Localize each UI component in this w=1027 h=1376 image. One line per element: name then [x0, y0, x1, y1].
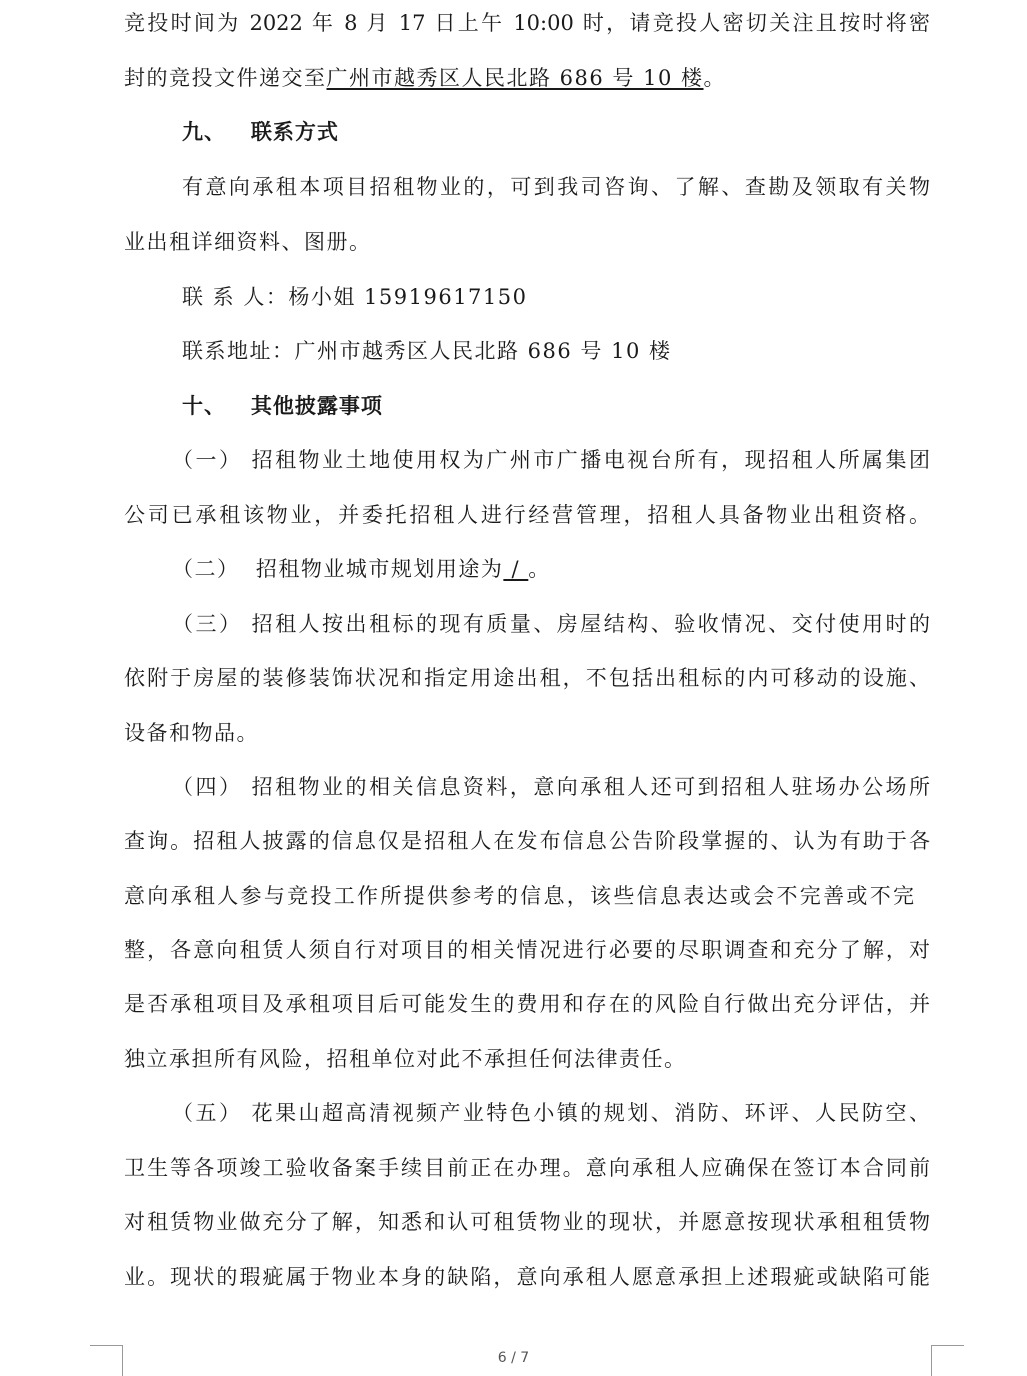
body-line: （四） 招租物业的相关信息资料，意向承租人还可到招租人驻场办公场所 [172, 775, 930, 799]
body-line: 业出租详细资料、图册。 [124, 230, 372, 254]
body-line: 设备和物品。 [124, 721, 259, 745]
body-line: 依附于房屋的装修装饰状况和指定用途出租，不包括出租标的内可移动的设施、 [124, 666, 930, 690]
section-heading-10: 十、 其他披露事项 [182, 394, 383, 418]
body-line: 公司已承租该物业，并委托招租人进行经营管理，招租人具备物业出租资格。 [124, 503, 930, 527]
body-line [172, 555, 978, 583]
underlined-blank: / [503, 557, 529, 581]
body-line: 有意向承租本项目招租物业的，可到我司咨询、了解、查勘及领取有关物 [182, 175, 930, 199]
body-line: （一） 招租物业土地使用权为广州市广播电视台所有，现招租人所属集团 [172, 448, 930, 472]
body-line: 整，各意向租赁人须自行对项目的相关情况进行必要的尽职调查和充分了解，对 [124, 938, 930, 962]
contact-address: 联系地址：广州市越秀区人民北路 686 号 10 楼 [182, 339, 672, 363]
body-line: 卫生等各项竣工验收备案手续目前正在办理。意向承租人应确保在签订本合同前 [124, 1156, 930, 1180]
text-span: （二） 招租物业城市规划用途为 [172, 557, 504, 581]
body-line: 查询。招租人披露的信息仅是招租人在发布信息公告阶段掌握的、认为有助于各 [124, 829, 930, 853]
text-span: 。 [703, 66, 727, 90]
underlined-address: 广州市越秀区人民北路 686 号 10 楼 [326, 66, 704, 90]
body-line: 意向承租人参与竞投工作所提供参考的信息，该些信息表达或会不完善或不完 [124, 884, 914, 908]
body-line: 竞投时间为 2022 年 8 月 17 日上午 10:00 时，请竞投人密切关注且按时将密 [124, 11, 930, 35]
body-line [124, 64, 930, 92]
text-span: 。 [528, 557, 551, 581]
body-line: 对租赁物业做充分了解，知悉和认可租赁物业的现状，并愿意按现状承租租赁物 [124, 1210, 930, 1234]
contact-person: 联 系 人：杨小姐 15919617150 [182, 285, 528, 309]
body-line: 是否承租项目及承租项目后可能发生的费用和存在的风险自行做出充分评估，并 [124, 992, 930, 1016]
section-heading-9: 九、 联系方式 [182, 120, 339, 144]
body-line: （五） 花果山超高清视频产业特色小镇的规划、消防、环评、人民防空、 [172, 1101, 930, 1125]
page-number: 6 / 7 [497, 1350, 530, 1366]
text-span: 封的竞投文件递交至 [124, 66, 327, 90]
body-line: 业。现状的瑕疵属于物业本身的缺陷，意向承租人愿意承担上述瑕疵或缺陷可能 [124, 1265, 930, 1289]
body-line: 独立承担所有风险，招租单位对此不承担任何法律责任。 [124, 1047, 687, 1071]
body-line: （三） 招租人按出租标的现有质量、房屋结构、验收情况、交付使用时的 [172, 612, 930, 636]
